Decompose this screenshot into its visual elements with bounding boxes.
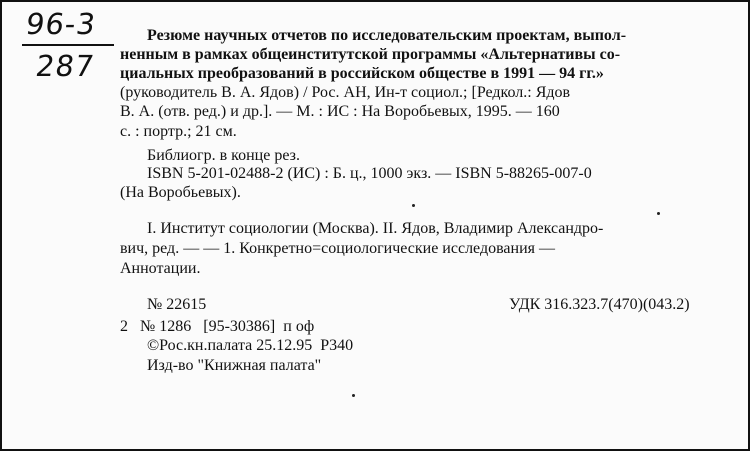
handwritten-shelfmark-bottom: 287 xyxy=(33,49,97,83)
body-line: ненным в рамках общеинститутской программы «Альтернативы со- xyxy=(120,46,621,63)
tracing-line: вич, ред. — — 1. Конкретно=социологические исследования — xyxy=(120,240,556,257)
body-line: циальных преобразований в российском обществе в 1991 — 94 гг.» xyxy=(120,65,604,82)
card-number: № 22615 xyxy=(147,296,207,313)
body-line: с. : портр.; 21 см. xyxy=(120,123,237,140)
scan-speck xyxy=(352,394,355,397)
book-chamber-line: ©Рос.кн.палата 25.12.95 Р340 xyxy=(147,337,354,354)
handwritten-fraction-line xyxy=(22,44,114,46)
scan-speck xyxy=(412,204,415,207)
scan-speck xyxy=(657,212,660,215)
body-line: (руководитель В. А. Ядов) / Рос. АН, Ин-т социол.; [Редкол.: Ядов xyxy=(120,84,571,101)
note-isbn: ISBN 5-201-02488-2 (ИС) : Б. ц., 1000 экз. — ISBN 5-88265-007-0 xyxy=(147,165,592,182)
note-isbn-cont: (На Воробьевых). xyxy=(120,184,241,201)
body-line: В. А. (отв. ред.) и др.]. — М. : ИС : На Воробьевых, 1995. — 160 xyxy=(120,103,560,120)
tracing-line: I. Институт социологии (Москва). II. Ядов, Владимир Александро- xyxy=(147,220,604,237)
body-line: Резюме научных отчетов по исследовательским проектам, выпол- xyxy=(147,27,627,44)
tracing-line: Аннотации. xyxy=(120,260,201,277)
order-line: 2 № 1286 [95-30386] п оф xyxy=(120,318,315,335)
note-bibliography: Библиогр. в конце рез. xyxy=(147,147,300,164)
handwritten-shelfmark-top: 96-3 xyxy=(23,7,99,41)
publisher-line: Изд-во "Книжная палата" xyxy=(147,357,322,374)
handwritten-shelfmark xyxy=(22,7,114,83)
udc-code: УДК 316.323.7(470)(043.2) xyxy=(509,296,690,313)
